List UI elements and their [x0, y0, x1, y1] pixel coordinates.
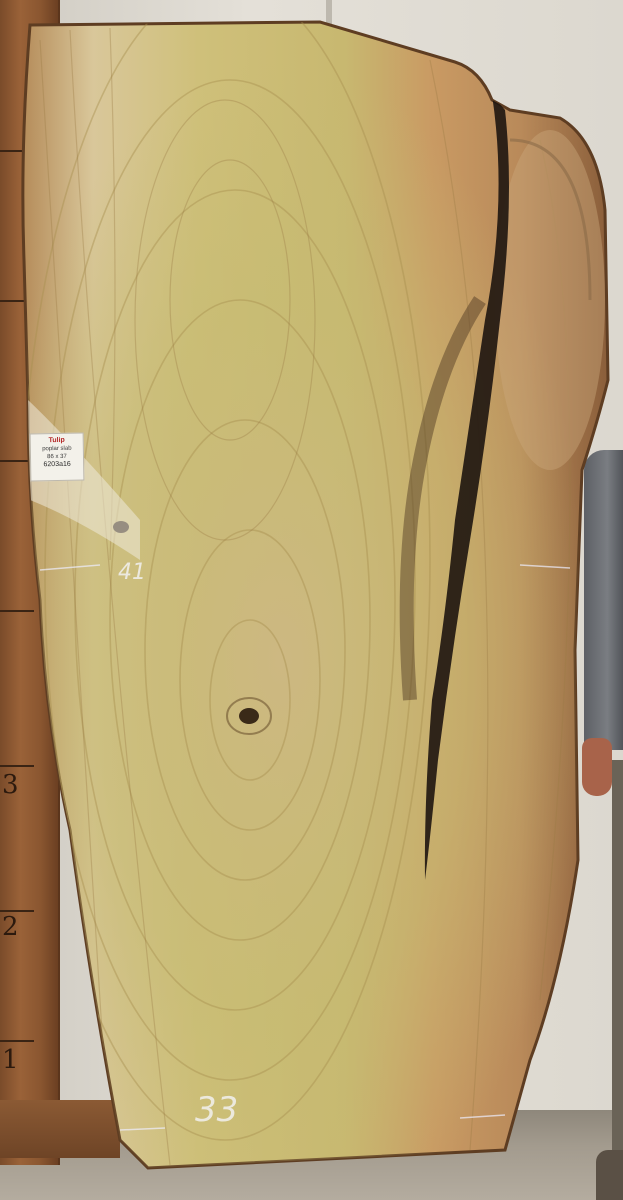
ruler-number: 2: [2, 912, 19, 942]
knot: [239, 708, 259, 724]
chalk-number: 33: [195, 1090, 239, 1130]
ruler-number: 3: [2, 770, 19, 800]
ruler-number: 1: [2, 1045, 19, 1075]
tag-line: 86 x 37: [47, 453, 67, 461]
price-tag: [30, 433, 85, 482]
tag-title: Tulip: [48, 436, 65, 445]
tag-line: poplar slab: [42, 445, 72, 453]
chalk-number: 41: [118, 560, 146, 585]
tag-sku: 6203a16: [43, 460, 71, 469]
